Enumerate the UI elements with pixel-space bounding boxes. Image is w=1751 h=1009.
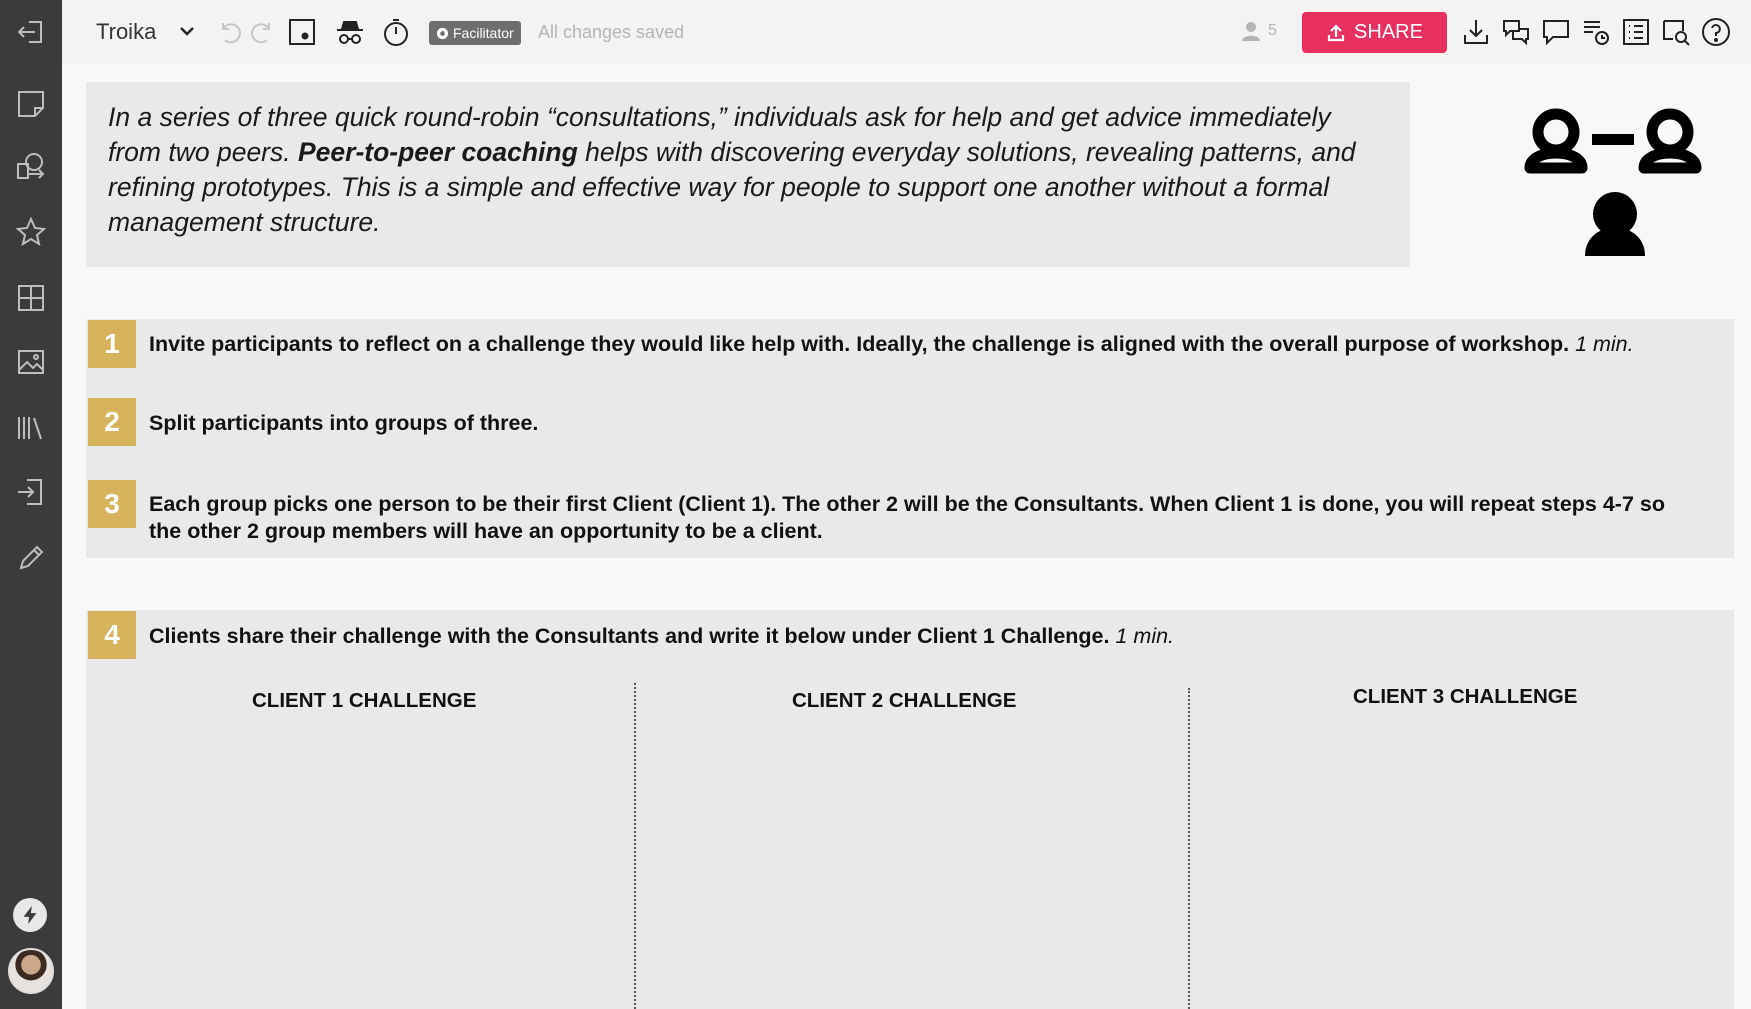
column-divider [1188,688,1190,1009]
layout-grid-icon[interactable] [13,280,49,316]
intro-bold-text: Peer-to-peer coaching [297,137,578,167]
download-icon[interactable] [1458,14,1494,50]
library-icon[interactable] [13,410,49,446]
user-count: 5 [1268,22,1277,39]
chevron-down-icon[interactable] [176,20,198,42]
redo-icon[interactable] [244,14,280,50]
step-number: 3 [88,480,136,528]
comment-icon[interactable] [1538,14,1574,50]
column-header-client-3: CLIENT 3 CHALLENGE [1353,685,1578,708]
step-number: 4 [88,611,136,659]
troika-people-icon [1520,100,1710,270]
import-icon[interactable] [13,474,49,510]
board-title[interactable]: Troika [96,19,157,44]
intro-panel[interactable] [86,82,1410,267]
facilitator-badge[interactable] [429,21,521,45]
online-users[interactable] [1240,20,1277,42]
column-header-client-2: CLIENT 2 CHALLENGE [792,689,1017,712]
step-duration: 1 min. [1115,624,1175,648]
incognito-icon[interactable] [332,14,368,50]
chat-icon[interactable] [1498,14,1534,50]
exit-board-icon[interactable] [13,14,49,50]
step-text: Split participants into groups of three. [149,411,539,435]
pencil-icon[interactable] [13,540,49,576]
column-header-client-1: CLIENT 1 CHALLENGE [252,689,477,712]
activity-log-icon[interactable] [1578,14,1614,50]
timer-icon[interactable] [378,14,414,50]
settings-icon [436,27,449,40]
intro-text: In a series of three quick round-robin “consultations,” individuals ask for help and get advice immediately from two peers. Peer-to-peer coaching helps with discovering everyday solutions, revealing patterns, and refining prototypes. This is a simple and effective way for people to support one another without a formal management structure. [108,102,1356,237]
facilitator-label: Facilitator [453,25,514,41]
upload-icon [1326,23,1346,43]
frame-icon[interactable] [284,14,320,50]
search-icon[interactable] [1658,14,1694,50]
shapes-icon[interactable] [13,148,49,184]
step-text: Each group picks one person to be their first Client (Client 1). The other 2 will be the Consultants. When Client 1 is done, you will repeat steps 4-7 so the other 2 group members will have an opportunity to be a client. [149,492,1665,543]
step-text: Invite participants to reflect on a challenge they would like help with. Ideally, the challenge is aligned with the overall purpose of workshop. 1 min. [149,332,1634,356]
undo-icon[interactable] [212,14,248,50]
step-4-panel[interactable] [86,610,1734,1009]
step-number: 2 [88,398,136,446]
user-avatar[interactable] [8,948,54,994]
top-bar [62,0,1751,64]
sticky-note-icon[interactable] [13,86,49,122]
column-divider [634,683,636,1009]
bolt-icon[interactable] [13,898,47,932]
share-label: SHARE [1354,21,1423,43]
help-icon[interactable] [1698,14,1734,50]
user-icon [1240,20,1262,42]
step-text: Clients share their challenge with the Consultants and write it below under Client 1 Challenge. 1 min. [149,624,1175,648]
left-sidebar [0,0,62,1009]
save-status: All changes saved [538,22,685,42]
image-icon[interactable] [13,344,49,380]
share-button[interactable] [1302,12,1447,53]
step-number: 1 [88,320,136,368]
outline-icon[interactable] [1618,14,1654,50]
star-icon[interactable] [13,214,49,250]
step-duration: 1 min. [1575,332,1634,356]
